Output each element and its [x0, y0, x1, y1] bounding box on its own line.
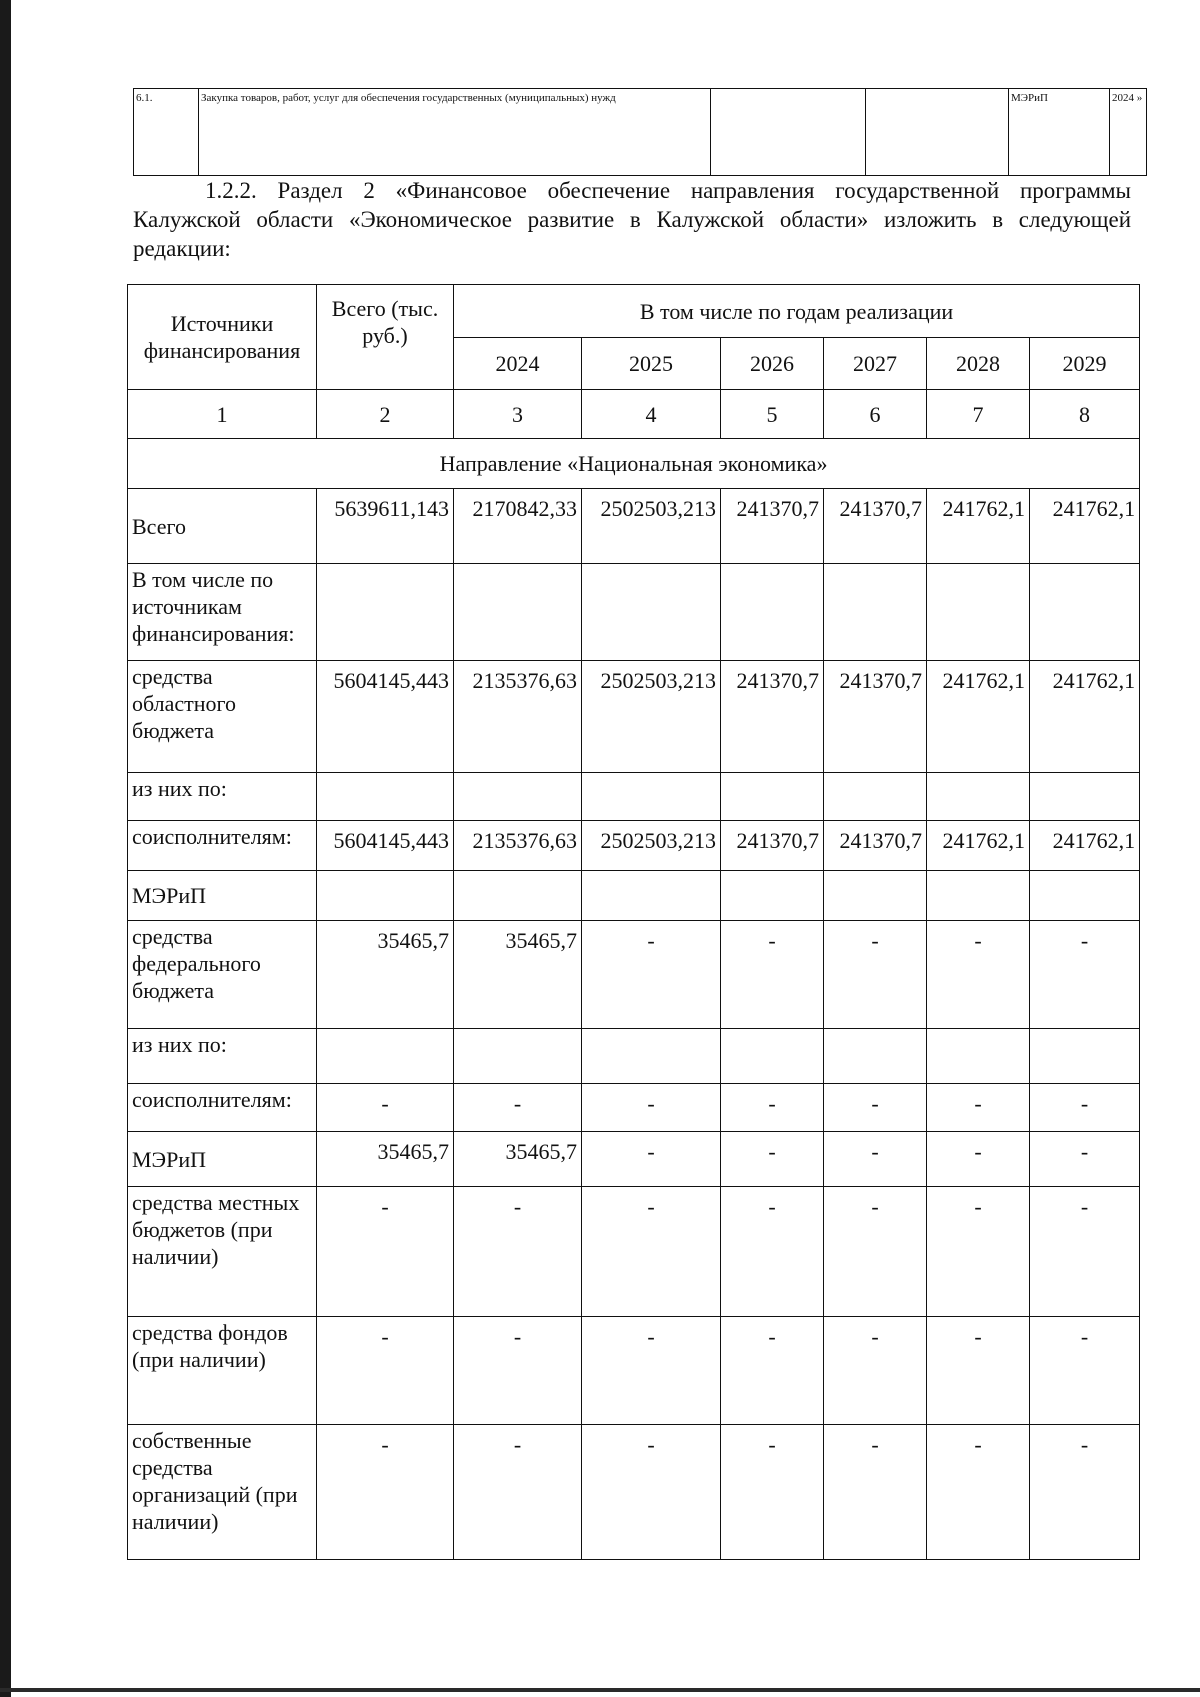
row-value	[317, 773, 454, 821]
row-value: -	[721, 1317, 824, 1425]
row-value: -	[454, 1317, 582, 1425]
row-label: средства областного бюджета	[128, 661, 317, 773]
row-value	[721, 773, 824, 821]
row-value: 2170842,33	[454, 489, 582, 564]
row-value	[582, 773, 721, 821]
row-value	[824, 1029, 927, 1084]
row-value: 2502503,213	[582, 821, 721, 871]
paragraph	[133, 176, 1131, 263]
row-value	[454, 871, 582, 921]
row-value: 241762,1	[927, 489, 1030, 564]
row-value	[1030, 1029, 1140, 1084]
header-by-years: В том числе по годам реализации	[454, 285, 1140, 338]
row-value: -	[927, 1425, 1030, 1560]
top-row-col4	[866, 89, 1009, 176]
row-value: -	[824, 1317, 927, 1425]
row-value: 2502503,213	[582, 489, 721, 564]
row-value	[317, 564, 454, 661]
top-row-executor: МЭРиП	[1009, 89, 1110, 176]
row-value: 241370,7	[721, 489, 824, 564]
row-value: 241762,1	[1030, 821, 1140, 871]
row-value: 35465,7	[317, 921, 454, 1029]
row-value: -	[824, 1425, 927, 1560]
table-row	[128, 1425, 1140, 1560]
top-row-number: 6.1.	[134, 89, 199, 176]
table-row	[128, 1029, 1140, 1084]
row-value	[454, 564, 582, 661]
row-value: 2135376,63	[454, 821, 582, 871]
row-label: средства фондов (при наличии)	[128, 1317, 317, 1425]
row-label: из них по:	[128, 773, 317, 821]
table-row	[128, 773, 1140, 821]
row-value: -	[582, 1084, 721, 1132]
row-value: 5604145,443	[317, 661, 454, 773]
header-sources: Источники финансирования	[128, 285, 317, 390]
row-label: В том числе по источникам финансирования:	[128, 564, 317, 661]
row-value: -	[721, 921, 824, 1029]
row-label: соисполнителям:	[128, 1084, 317, 1132]
column-numbers-row	[128, 390, 1140, 439]
row-value: -	[582, 1425, 721, 1560]
row-value: -	[721, 1187, 824, 1317]
row-value	[824, 564, 927, 661]
col-number: 3	[454, 390, 582, 439]
row-value: -	[927, 1084, 1030, 1132]
row-value	[1030, 564, 1140, 661]
col-number: 7	[927, 390, 1030, 439]
header-year-2026: 2026	[721, 338, 824, 390]
row-value: -	[582, 1317, 721, 1425]
table-row	[128, 871, 1140, 921]
row-value: -	[582, 921, 721, 1029]
table-row	[128, 489, 1140, 564]
row-value: -	[1030, 1187, 1140, 1317]
table-row	[128, 1132, 1140, 1187]
table-row	[128, 921, 1140, 1029]
header-year-2024: 2024	[454, 338, 582, 390]
row-value: -	[317, 1317, 454, 1425]
col-number: 8	[1030, 390, 1140, 439]
row-value: 241370,7	[721, 661, 824, 773]
row-value: -	[1030, 1425, 1140, 1560]
header-row-1	[128, 285, 1140, 338]
row-label: МЭРиП	[128, 871, 317, 921]
row-value	[824, 773, 927, 821]
row-value: -	[454, 1084, 582, 1132]
row-value	[721, 1029, 824, 1084]
row-value: -	[927, 1317, 1030, 1425]
header-year-2029: 2029	[1030, 338, 1140, 390]
top-row-col3	[711, 89, 866, 176]
row-value: 5639611,143	[317, 489, 454, 564]
scan-edge-bottom	[0, 1688, 1200, 1692]
table-row	[128, 1084, 1140, 1132]
row-value: -	[454, 1425, 582, 1560]
row-value: 241762,1	[1030, 661, 1140, 773]
row-value	[1030, 871, 1140, 921]
row-value	[927, 773, 1030, 821]
table-row	[128, 821, 1140, 871]
row-label: средства федерального бюджета	[128, 921, 317, 1029]
row-value: -	[824, 1084, 927, 1132]
col-number: 6	[824, 390, 927, 439]
row-value	[927, 871, 1030, 921]
row-value: -	[927, 1187, 1030, 1317]
col-number: 4	[582, 390, 721, 439]
row-value: -	[1030, 921, 1140, 1029]
row-value: 241370,7	[824, 661, 927, 773]
row-value	[582, 1029, 721, 1084]
row-label: из них по:	[128, 1029, 317, 1084]
col-number: 5	[721, 390, 824, 439]
row-value: -	[1030, 1132, 1140, 1187]
row-value: 241762,1	[1030, 489, 1140, 564]
row-value: -	[824, 1132, 927, 1187]
row-value: 5604145,443	[317, 821, 454, 871]
row-value: -	[1030, 1317, 1140, 1425]
row-value: -	[454, 1187, 582, 1317]
header-year-2025: 2025	[582, 338, 721, 390]
row-value: -	[721, 1132, 824, 1187]
row-value: -	[927, 1132, 1030, 1187]
row-value: -	[317, 1425, 454, 1560]
header-total: Всего (тыс. руб.)	[317, 285, 454, 390]
paragraph-number: 1.2.2.	[205, 178, 257, 203]
row-value: -	[721, 1425, 824, 1560]
row-value: 241762,1	[927, 661, 1030, 773]
row-value: -	[582, 1132, 721, 1187]
section-row	[128, 439, 1140, 489]
col-number: 2	[317, 390, 454, 439]
row-label: соисполнителям:	[128, 821, 317, 871]
row-value: 241762,1	[927, 821, 1030, 871]
row-value: 2502503,213	[582, 661, 721, 773]
table-row	[128, 1187, 1140, 1317]
row-value	[582, 564, 721, 661]
top-row-year: 2024 »	[1110, 89, 1147, 176]
row-value	[317, 1029, 454, 1084]
row-value: 35465,7	[454, 921, 582, 1029]
row-value	[454, 1029, 582, 1084]
row-value: -	[824, 921, 927, 1029]
row-value: -	[317, 1084, 454, 1132]
row-label: средства местных бюджетов (при наличии)	[128, 1187, 317, 1317]
row-value	[1030, 773, 1140, 821]
row-value	[927, 564, 1030, 661]
section-title: Направление «Национальная экономика»	[128, 439, 1140, 489]
row-value: 2135376,63	[454, 661, 582, 773]
financing-table	[127, 284, 1140, 1560]
row-value	[721, 871, 824, 921]
row-value: -	[582, 1187, 721, 1317]
row-value: -	[1030, 1084, 1140, 1132]
header-year-2028: 2028	[927, 338, 1030, 390]
table-row	[128, 564, 1140, 661]
row-value	[582, 871, 721, 921]
row-value: -	[927, 921, 1030, 1029]
top-table-row	[134, 89, 1147, 176]
scan-edge-left	[0, 0, 11, 1697]
row-value	[721, 564, 824, 661]
row-value	[317, 871, 454, 921]
row-value: 241370,7	[721, 821, 824, 871]
row-value: 241370,7	[824, 821, 927, 871]
table-row	[128, 661, 1140, 773]
row-label: собственные средства организаций (при наличии)	[128, 1425, 317, 1560]
table-row	[128, 1317, 1140, 1425]
row-value	[824, 871, 927, 921]
row-label: Всего	[128, 489, 317, 564]
top-table	[133, 88, 1147, 176]
row-value: -	[721, 1084, 824, 1132]
row-value: 35465,7	[317, 1132, 454, 1187]
row-value	[454, 773, 582, 821]
row-value: 35465,7	[454, 1132, 582, 1187]
col-number: 1	[128, 390, 317, 439]
row-value	[927, 1029, 1030, 1084]
row-value: -	[824, 1187, 927, 1317]
top-row-name: Закупка товаров, работ, услуг для обеспечения государственных (муниципальных) нужд	[199, 89, 711, 176]
paragraph-text: Раздел 2 «Финансовое обеспечение направления государственной программы Калужской области «Экономическое развитие в Калужской области» изложить в следующей редакции:	[133, 178, 1131, 261]
row-label: МЭРиП	[128, 1132, 317, 1187]
row-value: -	[317, 1187, 454, 1317]
row-value: 241370,7	[824, 489, 927, 564]
header-year-2027: 2027	[824, 338, 927, 390]
